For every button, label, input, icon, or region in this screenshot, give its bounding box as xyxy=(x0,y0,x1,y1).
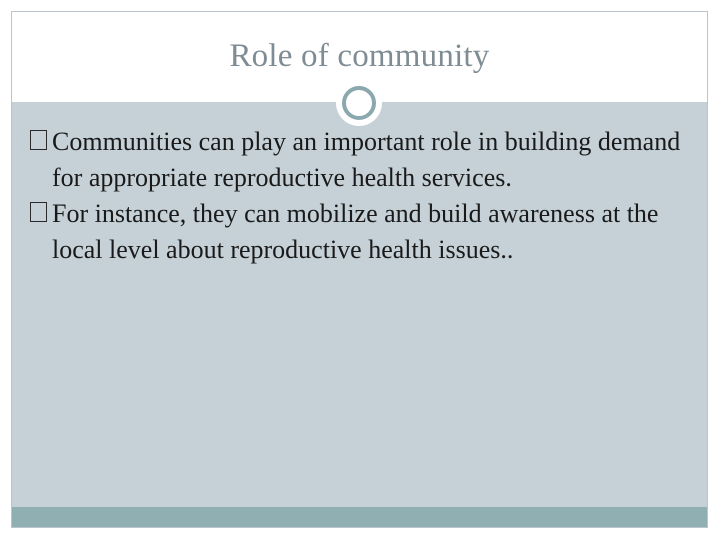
slide-title: Role of community xyxy=(229,38,490,74)
bullet-text-2: For instance, they can mobilize and build awareness at the local level about reproductive health issues.. xyxy=(52,199,659,264)
bullet-item-2 xyxy=(30,196,695,268)
bullet-item-1 xyxy=(30,124,695,196)
slide-frame xyxy=(11,11,708,528)
missing-glyph-box-icon xyxy=(30,130,47,150)
bullet-text-1: Communities can play an important role in building demand for appropriate reproductive health services. xyxy=(52,127,681,192)
footer-bar xyxy=(12,507,707,527)
ring-icon xyxy=(342,86,376,120)
slide-body xyxy=(30,124,695,268)
missing-glyph-box-icon xyxy=(30,202,47,222)
